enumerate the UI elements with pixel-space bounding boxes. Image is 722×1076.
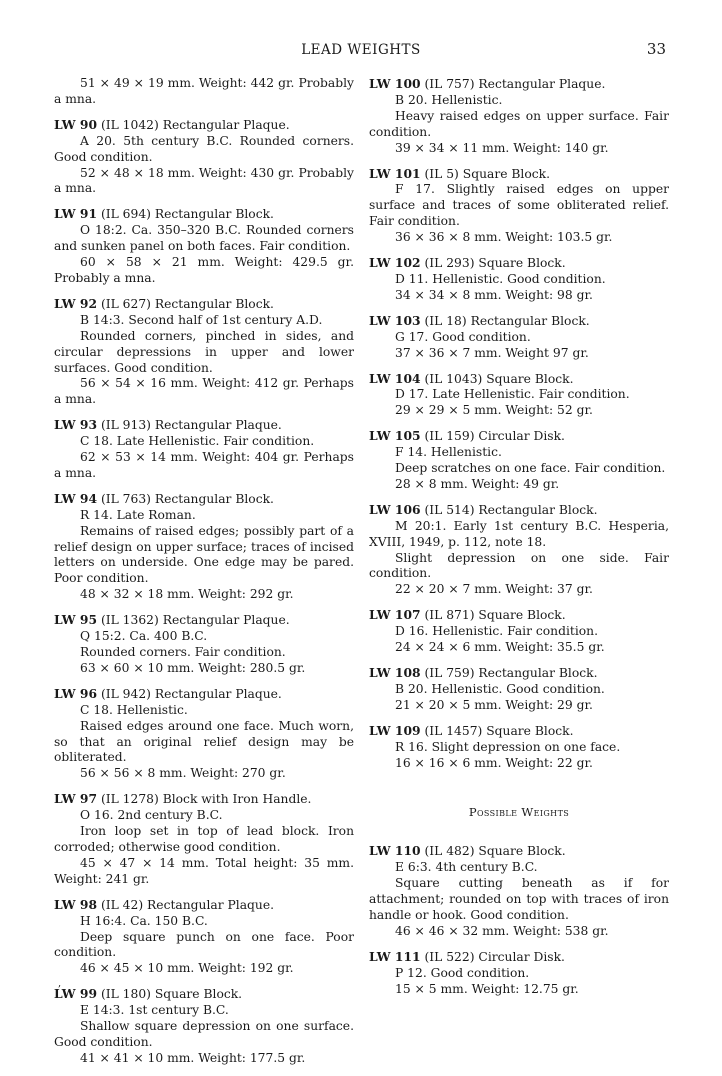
right-entry-list bbox=[369, 76, 669, 771]
entry-line: Shallow square depression on one surface. Good condition. bbox=[54, 1019, 354, 1049]
catalog-entry bbox=[54, 986, 354, 1067]
entry-type: Rectangular Plaque. bbox=[162, 117, 290, 132]
entry-line: 52 × 48 × 18 mm. Weight: 430 gr. Probably a mna. bbox=[54, 165, 354, 196]
entry-type: Square Block. bbox=[478, 844, 566, 859]
continuation-text: 51 × 49 × 19 mm. Weight: 442 gr. Probably a mna. bbox=[54, 76, 354, 106]
entry-line: Remains of raised edges; possibly part of a relief design on upper surface; traces of incised letters on underside. One edge may be pared. Poor condition. bbox=[54, 523, 354, 586]
entry-type: Circular Disk. bbox=[478, 949, 565, 964]
entry-line: 24 × 24 × 6 mm. Weight: 35.5 gr. bbox=[395, 640, 605, 655]
entry-ref: (IL 759) bbox=[424, 666, 475, 680]
entry-heading bbox=[369, 428, 669, 445]
catalog-entry bbox=[369, 371, 669, 420]
entry-line: 36 × 36 × 8 mm. Weight: 103.5 gr. bbox=[395, 230, 613, 245]
catalog-entry bbox=[369, 76, 669, 157]
entry-type: Rectangular Block. bbox=[478, 666, 598, 680]
entry-ref: (IL 1457) bbox=[424, 723, 483, 738]
right-column bbox=[369, 76, 669, 1007]
entry-heading bbox=[54, 686, 354, 703]
entry-line: 29 × 29 × 5 mm. Weight: 52 gr. bbox=[395, 403, 593, 418]
entry-type: Rectangular Block. bbox=[478, 502, 598, 517]
catalog-entry bbox=[369, 428, 669, 493]
entry-ref: (IL 18) bbox=[424, 313, 467, 328]
section-heading: Possible Weights bbox=[468, 805, 570, 820]
entry-ref: (IL 763) bbox=[100, 491, 151, 506]
entry-line: 60 × 58 × 21 mm. Weight: 429.5 gr. Probably a mna. bbox=[54, 255, 354, 285]
catalog-entry bbox=[369, 949, 669, 998]
entry-id: LW 109 bbox=[369, 722, 421, 738]
catalog-entry bbox=[54, 686, 354, 782]
entry-line: Slight depression on one side. Fair condition. bbox=[369, 550, 669, 581]
entry-heading bbox=[369, 166, 669, 183]
entry-line: Iron loop set in top of lead block. Iron corroded; otherwise good condition. bbox=[54, 824, 354, 854]
entry-type: Rectangular Block. bbox=[154, 491, 274, 506]
catalog-entry bbox=[369, 607, 669, 656]
entry-type: Rectangular Plaque. bbox=[478, 77, 606, 91]
entry-id: LW 97 bbox=[54, 791, 98, 807]
entry-heading bbox=[369, 313, 669, 330]
entry-line: 15 × 5 mm. Weight: 12.75 gr. bbox=[395, 981, 579, 996]
entry-ref: (IL 180) bbox=[100, 987, 151, 1002]
entry-line: Heavy raised edges on upper surface. Fair condition. bbox=[369, 108, 669, 139]
catalog-entry bbox=[54, 612, 354, 677]
entry-id: LW 103 bbox=[369, 312, 421, 328]
catalog-entry bbox=[54, 296, 354, 408]
entry-line: A 20. 5th century B.C. Rounded corners. Good condition. bbox=[54, 133, 354, 164]
entry-heading bbox=[369, 607, 669, 624]
catalog-entry bbox=[54, 206, 354, 287]
entry-line: 63 × 60 × 10 mm. Weight: 280.5 gr. bbox=[80, 660, 306, 675]
entry-line: 39 × 34 × 11 mm. Weight: 140 gr. bbox=[395, 140, 609, 155]
entry-line: D 17. Late Hellenistic. Fair condition. bbox=[395, 387, 630, 402]
entry-ref: (IL 1042) bbox=[100, 117, 159, 132]
left-column bbox=[54, 76, 354, 1076]
entry-line: E 6:3. 4th century B.C. bbox=[395, 860, 538, 875]
entry-heading bbox=[54, 612, 354, 629]
entry-type: Block with Iron Handle. bbox=[162, 792, 312, 807]
entry-ref: (IL 694) bbox=[100, 207, 151, 222]
entry-line: R 14. Late Roman. bbox=[80, 507, 196, 522]
entry-id: LW 91 bbox=[54, 206, 98, 222]
entry-id: LW 101 bbox=[369, 165, 421, 181]
entry-line: D 11. Hellenistic. Good condition. bbox=[395, 271, 606, 286]
entry-line: C 18. Hellenistic. bbox=[80, 702, 188, 717]
catalog-entry bbox=[369, 502, 669, 598]
catalog-entry bbox=[54, 897, 354, 978]
footer-mark: , bbox=[58, 978, 62, 989]
entry-line: M 20:1. Early 1st century B.C. Hesperia, XVIII, 1949, p. 112, note 18. bbox=[369, 518, 669, 549]
possible-weights-list bbox=[369, 843, 669, 997]
entry-ref: (IL 522) bbox=[424, 949, 475, 964]
entry-ref: (IL 159) bbox=[424, 429, 475, 444]
entry-ref: (IL 913) bbox=[100, 418, 151, 433]
entry-id: LW 90 bbox=[54, 116, 98, 132]
entry-ref: (IL 627) bbox=[100, 296, 151, 311]
running-title: LEAD WEIGHTS bbox=[301, 42, 421, 58]
entry-type: Rectangular Plaque. bbox=[162, 613, 290, 628]
entry-id: LW 105 bbox=[369, 428, 421, 444]
entry-id: LW 98 bbox=[54, 896, 98, 912]
entry-heading bbox=[369, 843, 669, 860]
entry-line: 41 × 41 × 10 mm. Weight: 177.5 gr. bbox=[80, 1050, 306, 1065]
entry-line: B 20. Hellenistic. Good condition. bbox=[395, 681, 605, 696]
entry-type: Rectangular Plaque. bbox=[154, 686, 282, 701]
entry-heading bbox=[54, 206, 354, 223]
entry-line: 16 × 16 × 6 mm. Weight: 22 gr. bbox=[395, 755, 593, 770]
entry-line: P 12. Good condition. bbox=[395, 965, 530, 980]
entry-id: LW 106 bbox=[369, 501, 421, 517]
entry-line: B 14:3. Second half of 1st century A.D. bbox=[80, 312, 323, 327]
entry-line: C 18. Late Hellenistic. Fair condition. bbox=[80, 434, 315, 449]
entry-heading bbox=[369, 255, 669, 272]
entry-id: LW 110 bbox=[369, 843, 421, 859]
entry-heading bbox=[54, 296, 354, 313]
entry-line: D 16. Hellenistic. Fair condition. bbox=[395, 624, 598, 639]
entry-heading bbox=[369, 502, 669, 519]
entry-line: G 17. Good condition. bbox=[395, 329, 531, 344]
entry-heading bbox=[54, 491, 354, 508]
entry-type: Square Block. bbox=[154, 987, 243, 1002]
entry-heading bbox=[54, 117, 354, 134]
entry-ref: (IL 1278) bbox=[100, 792, 159, 807]
continuation-entry bbox=[54, 76, 354, 108]
entry-line: Raised edges around one face. Much worn, so that an original relief design may be obliterated. bbox=[54, 718, 354, 765]
entry-heading bbox=[54, 897, 354, 914]
entry-line: 46 × 45 × 10 mm. Weight: 192 gr. bbox=[80, 961, 294, 976]
entry-id: LW 96 bbox=[54, 685, 98, 701]
entry-id: LW 95 bbox=[54, 612, 98, 628]
entry-id: LW 107 bbox=[369, 607, 421, 623]
entry-id: LW 102 bbox=[369, 255, 421, 271]
entry-line: Q 15:2. Ca. 400 B.C. bbox=[80, 629, 208, 644]
entry-line: 46 × 46 × 32 mm. Weight: 538 gr. bbox=[395, 923, 609, 938]
catalog-entry bbox=[369, 166, 669, 247]
entry-ref: (IL 1362) bbox=[100, 613, 159, 628]
entry-line: H 16:4. Ca. 150 B.C. bbox=[80, 913, 208, 928]
catalog-entry bbox=[369, 665, 669, 714]
entry-line: Rounded corners. Fair condition. bbox=[80, 645, 286, 659]
page-header bbox=[0, 40, 722, 62]
entry-heading bbox=[54, 986, 354, 1003]
entry-line: 56 × 56 × 8 mm. Weight: 270 gr. bbox=[80, 766, 286, 781]
entry-type: Square Block. bbox=[478, 256, 566, 271]
entry-ref: (IL 871) bbox=[424, 608, 475, 623]
entry-heading bbox=[54, 417, 354, 434]
entry-line: 37 × 36 × 7 mm. Weight 97 gr. bbox=[395, 345, 589, 360]
left-entry-list bbox=[54, 117, 354, 1067]
entry-type: Rectangular Plaque. bbox=[154, 418, 282, 433]
entry-type: Square Block. bbox=[486, 371, 574, 386]
entry-line: O 16. 2nd century B.C. bbox=[80, 808, 223, 823]
entry-type: Circular Disk. bbox=[478, 429, 565, 444]
entry-type: Rectangular Block. bbox=[154, 207, 274, 222]
entry-line: 62 × 53 × 14 mm. Weight: 404 gr. Perhaps a mna. bbox=[54, 450, 354, 480]
entry-line: Rounded corners, pinched in sides, and circular depressions in upper and lower surfaces. Good condition. bbox=[54, 328, 354, 375]
entry-line: F 17. Slightly raised edges on upper surface and traces of some obliterated relief. Fair condition. bbox=[369, 182, 669, 229]
entry-id: LW 104 bbox=[369, 370, 421, 386]
entry-type: Rectangular Plaque. bbox=[147, 897, 275, 912]
entry-heading bbox=[369, 76, 669, 93]
catalog-entry bbox=[369, 313, 669, 362]
entry-ref: (IL 5) bbox=[424, 166, 459, 181]
entry-ref: (IL 293) bbox=[424, 256, 475, 271]
entry-type: Rectangular Block. bbox=[470, 313, 590, 328]
entry-type: Square Block. bbox=[478, 608, 566, 623]
entry-heading bbox=[369, 949, 669, 966]
entry-line: R 16. Slight depression on one face. bbox=[395, 739, 621, 754]
entry-heading bbox=[369, 371, 669, 388]
entry-id: LW 92 bbox=[54, 295, 98, 311]
entry-type: Square Block. bbox=[462, 166, 551, 181]
entry-id: LW 99 bbox=[54, 986, 98, 1002]
catalog-entry bbox=[54, 417, 354, 482]
catalog-entry bbox=[369, 255, 669, 304]
entry-line: 21 × 20 × 5 mm. Weight: 29 gr. bbox=[395, 697, 593, 712]
catalog-entry bbox=[54, 491, 354, 603]
entry-line: 56 × 54 × 16 mm. Weight: 412 gr. Perhaps a mna. bbox=[54, 376, 354, 407]
entry-heading bbox=[369, 723, 669, 740]
entry-ref: (IL 942) bbox=[100, 686, 151, 701]
entry-line: E 14:3. 1st century B.C. bbox=[80, 1003, 229, 1018]
entry-ref: (IL 757) bbox=[424, 77, 475, 91]
entry-id: LW 93 bbox=[54, 417, 98, 433]
entry-id: LW 94 bbox=[54, 490, 98, 506]
entry-line: 45 × 47 × 14 mm. Total height: 35 mm. Weight: 241 gr. bbox=[54, 855, 354, 886]
page-number: 33 bbox=[646, 40, 666, 58]
entry-line: Deep square punch on one face. Poor condition. bbox=[54, 929, 354, 960]
entry-type: Square Block. bbox=[486, 723, 574, 738]
entry-line: Deep scratches on one face. Fair condition. bbox=[395, 461, 666, 476]
entry-heading bbox=[369, 665, 669, 682]
entry-line: 34 × 34 × 8 mm. Weight: 98 gr. bbox=[395, 287, 593, 302]
entry-heading bbox=[54, 791, 354, 808]
entry-line: 28 × 8 mm. Weight: 49 gr. bbox=[395, 476, 560, 491]
entry-ref: (IL 514) bbox=[424, 502, 475, 517]
entry-line: 22 × 20 × 7 mm. Weight: 37 gr. bbox=[395, 582, 593, 597]
entry-line: O 18:2. Ca. 350–320 B.C. Rounded corners and sunken panel on both faces. Fair condition. bbox=[54, 223, 354, 254]
entry-line: 48 × 32 × 18 mm. Weight: 292 gr. bbox=[80, 587, 294, 602]
catalog-entry bbox=[54, 117, 354, 198]
entry-id: LW 111 bbox=[369, 948, 421, 964]
catalog-entry bbox=[369, 723, 669, 772]
entry-ref: (IL 42) bbox=[100, 897, 144, 912]
catalog-entry bbox=[369, 843, 669, 939]
entry-type: Rectangular Block. bbox=[154, 296, 274, 311]
entry-ref: (IL 1043) bbox=[424, 371, 483, 386]
entry-line: B 20. Hellenistic. bbox=[395, 92, 503, 107]
entry-line: Square cutting beneath as if for attachment; rounded on top with traces of iron handle or hook. Good condition. bbox=[369, 876, 669, 922]
entry-id: LW 108 bbox=[369, 665, 421, 680]
entry-line: F 14. Hellenistic. bbox=[395, 445, 502, 460]
entry-id: LW 100 bbox=[369, 76, 421, 91]
entry-ref: (IL 482) bbox=[424, 844, 475, 859]
catalog-entry bbox=[54, 791, 354, 887]
